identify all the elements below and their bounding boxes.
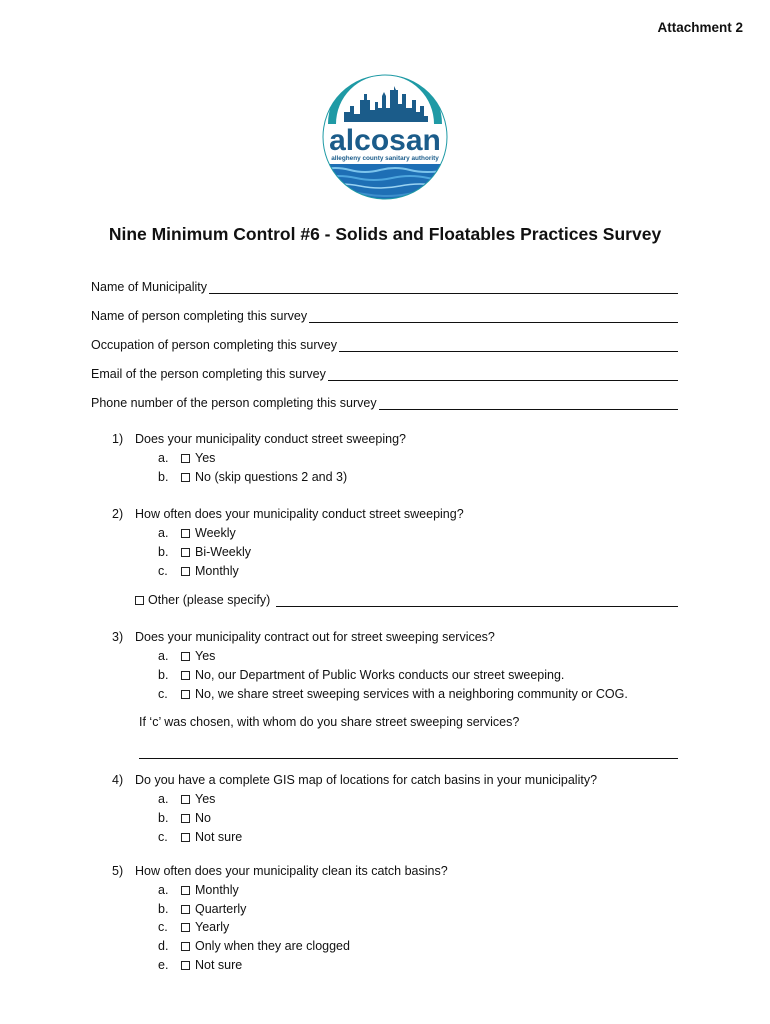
option-letter: e. [158, 958, 169, 972]
option-letter: b. [158, 545, 169, 559]
option-text: Yearly [195, 920, 230, 934]
option-text: Weekly [195, 526, 236, 540]
option-2c[interactable] [158, 564, 239, 578]
option-text: Quarterly [195, 902, 247, 916]
logo-wordmark: alcosan [329, 124, 441, 157]
option-text: Yes [195, 451, 216, 465]
question-5 [112, 864, 448, 878]
answer-line[interactable] [139, 758, 678, 759]
option-letter: a. [158, 883, 169, 897]
question-number: 1) [112, 432, 124, 446]
checkbox[interactable] [181, 886, 190, 895]
option-4a[interactable] [158, 792, 215, 806]
option-3a[interactable] [158, 649, 215, 663]
checkbox[interactable] [181, 548, 190, 557]
option-3b[interactable] [158, 668, 564, 682]
checkbox[interactable] [181, 905, 190, 914]
question-text: Do you have a complete GIS map of locations for catch basins in your municipality? [135, 773, 598, 787]
question-number: 4) [112, 773, 124, 787]
option-letter: b. [158, 470, 169, 484]
question-text: How often does your municipality clean its catch basins? [135, 864, 448, 878]
question-number: 2) [112, 507, 124, 521]
option-text: Yes [195, 792, 216, 806]
checkbox[interactable] [181, 942, 190, 951]
question-3 [112, 630, 495, 644]
option-2a[interactable] [158, 526, 236, 540]
checkbox[interactable] [181, 529, 190, 538]
option-text: No, our Department of Public Works conducts our street sweeping. [195, 668, 565, 682]
occupation-field[interactable] [91, 336, 678, 352]
option-letter: d. [158, 939, 169, 953]
checkbox[interactable] [181, 690, 190, 699]
option-1a[interactable] [158, 451, 215, 465]
checkbox[interactable] [181, 454, 190, 463]
checkbox[interactable] [181, 961, 190, 970]
field-label: Email of the person completing this survey [91, 367, 326, 381]
option-text: Monthly [195, 883, 239, 897]
question-number: 5) [112, 864, 124, 878]
followup-question: If ‘c’ was chosen, with whom do you share street sweeping services? [139, 715, 520, 729]
option-4b[interactable] [158, 811, 211, 825]
option-letter: c. [158, 687, 168, 701]
person-name-field[interactable] [91, 307, 678, 323]
option-letter: a. [158, 792, 169, 806]
checkbox[interactable] [181, 567, 190, 576]
option-1b[interactable] [158, 470, 347, 484]
option-letter: c. [158, 830, 168, 844]
checkbox[interactable] [181, 814, 190, 823]
option-text: Not sure [195, 830, 243, 844]
answer-line[interactable] [276, 594, 678, 607]
option-text: Yes [195, 649, 216, 663]
option-text: No [195, 811, 211, 825]
option-letter: b. [158, 668, 169, 682]
option-letter: b. [158, 902, 169, 916]
option-text: Bi-Weekly [195, 545, 252, 559]
email-field[interactable] [91, 365, 678, 381]
checkbox[interactable] [181, 833, 190, 842]
option-text: Only when they are clogged [195, 939, 350, 953]
checkbox[interactable] [181, 473, 190, 482]
checkbox[interactable] [181, 795, 190, 804]
alcosan-logo [320, 64, 450, 210]
answer-line[interactable] [339, 339, 678, 352]
option-letter: c. [158, 564, 168, 578]
field-label: Phone number of the person completing this survey [91, 396, 377, 410]
checkbox[interactable] [181, 923, 190, 932]
answer-line[interactable] [379, 397, 678, 410]
municipality-field[interactable] [91, 278, 678, 294]
option-5d[interactable] [158, 939, 350, 953]
option-letter: b. [158, 811, 169, 825]
checkbox[interactable] [135, 596, 144, 605]
option-3c[interactable] [158, 687, 628, 701]
checkbox[interactable] [181, 652, 190, 661]
option-5e[interactable] [158, 958, 242, 972]
option-5c[interactable] [158, 920, 229, 934]
question-text: Does your municipality contract out for street sweeping services? [135, 630, 495, 644]
field-label: Name of Municipality [91, 280, 208, 294]
option-letter: a. [158, 451, 169, 465]
checkbox[interactable] [181, 671, 190, 680]
phone-field[interactable] [91, 394, 678, 410]
option-letter: c. [158, 920, 168, 934]
other-label: Other (please specify) [148, 593, 271, 607]
option-2b[interactable] [158, 545, 251, 559]
field-label: Name of person completing this survey [91, 309, 308, 323]
option-text: Not sure [195, 958, 243, 972]
question-number: 3) [112, 630, 124, 644]
option-5b[interactable] [158, 902, 246, 916]
option-text: No (skip questions 2 and 3) [195, 470, 348, 484]
option-letter: a. [158, 526, 169, 540]
logo-tagline: allegheny county sanitary authority [331, 155, 439, 162]
field-label: Occupation of person completing this survey [91, 338, 337, 352]
question-4 [112, 773, 597, 787]
answer-line[interactable] [309, 310, 678, 323]
attachment-label: Attachment 2 [657, 20, 743, 35]
option-text: No, we share street sweeping services with a neighboring community or COG. [195, 687, 628, 701]
option-5a[interactable] [158, 883, 239, 897]
other-specify-field[interactable] [135, 593, 678, 607]
question-text: Does your municipality conduct street sweeping? [135, 432, 406, 446]
answer-line[interactable] [328, 368, 678, 381]
question-2 [112, 507, 464, 521]
question-1 [112, 432, 406, 446]
survey-title: Nine Minimum Control #6 - Solids and Floatables Practices Survey [108, 224, 662, 244]
option-letter: a. [158, 649, 169, 663]
answer-line[interactable] [209, 281, 678, 294]
option-text: Monthly [195, 564, 239, 578]
option-4c[interactable] [158, 830, 242, 844]
question-text: How often does your municipality conduct street sweeping? [135, 507, 464, 521]
